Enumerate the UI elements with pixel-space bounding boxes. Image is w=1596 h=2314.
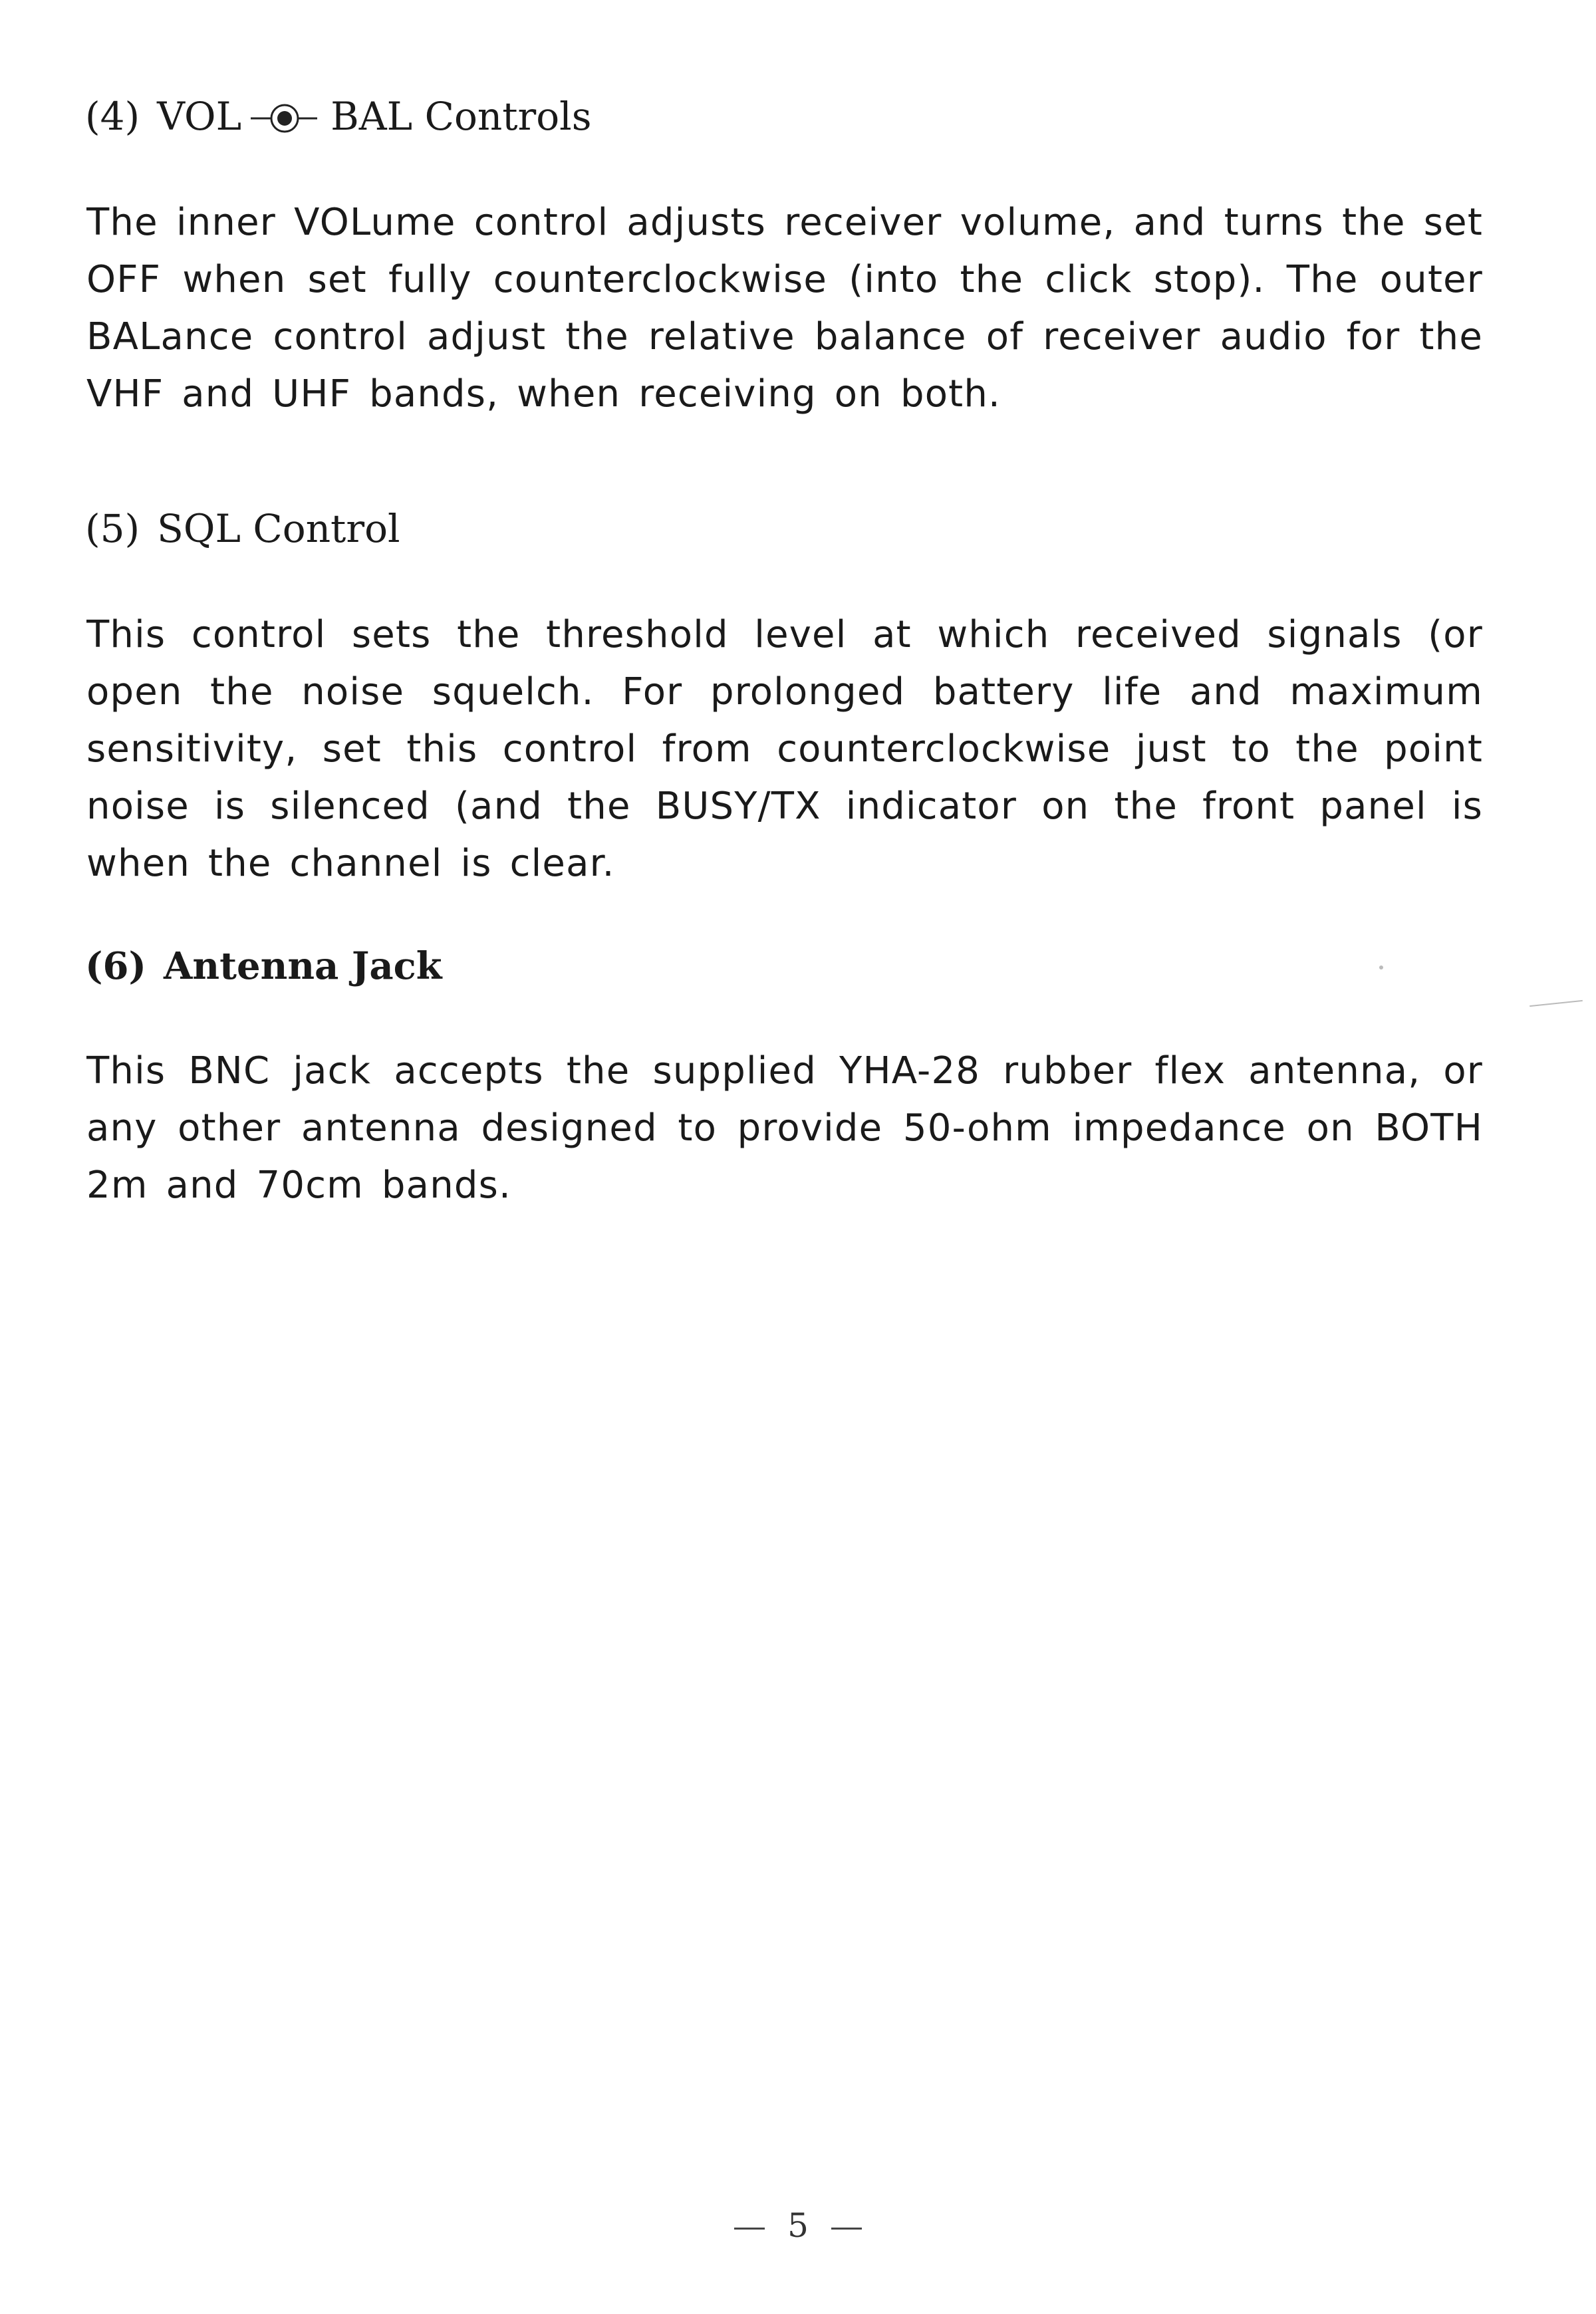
- body-line: This BNC jack accepts the supplied YHA-28 rubber flex antenna, or: [86, 1049, 1483, 1093]
- body-line: noise is silenced (and the BUSY/TX indicator on the front panel is: [86, 785, 1483, 828]
- heading-bal-controls: BAL Controls: [331, 94, 592, 139]
- section-6-heading: [85, 943, 442, 989]
- section-number: (6): [85, 944, 146, 988]
- body-line: The inner VOLume control adjusts receiver volume, and turns the set: [86, 201, 1483, 244]
- body-line: sensitivity, set this control from counterclockwise just to the point: [86, 727, 1483, 771]
- page-number: 5: [787, 2206, 809, 2245]
- body-line: OFF when set fully counterclockwise (into the click stop). The outer: [86, 258, 1483, 301]
- footer-dash-right: [831, 2228, 862, 2230]
- section-4-body: [86, 194, 1483, 423]
- concentric-knob-icon: [248, 97, 321, 137]
- body-line: any other antenna designed to provide 50-ohm impedance on BOTH: [86, 1106, 1483, 1150]
- footer-dash-left: [734, 2228, 765, 2230]
- section-number: (5): [85, 506, 140, 551]
- scan-speck: [1530, 1000, 1583, 1007]
- heading-title: SQL Control: [157, 506, 400, 551]
- section-5-heading: [85, 505, 400, 552]
- body-line: BALance control adjust the relative balance of receiver audio for the: [86, 315, 1483, 358]
- section-6-body: [86, 1043, 1483, 1214]
- body-line: open the noise squelch. For prolonged battery life and maximum: [86, 670, 1483, 713]
- section-number: (4): [85, 94, 140, 139]
- body-line: 2m and 70cm bands.: [86, 1164, 512, 1207]
- section-5-body: [86, 606, 1483, 892]
- section-4-heading: [85, 93, 592, 140]
- page-footer: [0, 2206, 1596, 2245]
- heading-vol: VOL: [157, 94, 242, 139]
- body-line: when the channel is clear.: [86, 842, 615, 885]
- scan-speck: [1379, 965, 1383, 969]
- heading-title: Antenna Jack: [163, 944, 442, 988]
- body-line: This control sets the threshold level at which received signals (or: [86, 613, 1483, 656]
- body-line: VHF and UHF bands, when receiving on both.: [86, 372, 1001, 416]
